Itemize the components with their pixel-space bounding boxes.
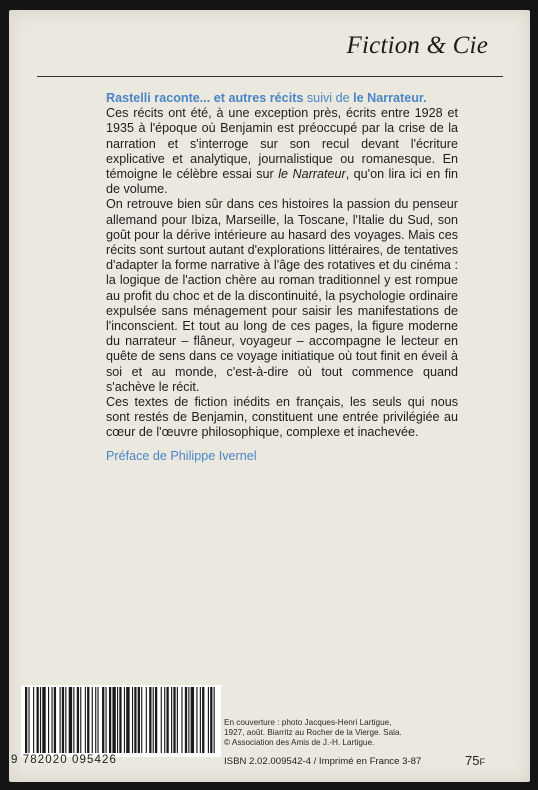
barcode-bar: [214, 687, 215, 753]
back-cover: [9, 10, 530, 782]
barcode-bar: [208, 687, 209, 753]
cover-credits: [224, 718, 474, 748]
barcode-bar: [196, 687, 197, 753]
price: [465, 753, 485, 768]
barcode-bar: [95, 687, 96, 753]
barcode-digits: 9 782020 095426: [11, 754, 118, 766]
barcode-bar: [37, 687, 39, 753]
credits-line-3: © Association des Amis de J.-H. Lartigue.: [224, 738, 375, 747]
barcode-bar: [210, 687, 212, 753]
lead-connector: suivi de: [303, 91, 354, 105]
paragraph-2: On retrouve bien sûr dans ces histoires la passion du penseur allemand pour Ibiza, Marseille, la Toscane, l'Italie du Sud, son goût pour la dérive intérieure au hasard des voyages. Mais ces récits sont surtout autant d'explorations littéraires, de tentatives d'adapter la forme narrative à l'âge des rotatives et du cinéma : la logique de l'action chère au roman traditionnel y est rompue au profit du choc et de la discontinuité, la psychologie ordinaire expulsée sans ménagement pour saisir les manifestations de l'inconscient. Et tout au long de ces pages, la figure moderne du narrateur – flâneur, voyageur – accompagne le lecteur en quête de sens dans ce voyage initiatique où tout finit en éveil à soi et au monde, c'est-à-dire où tout commence quand s'achève le récit.: [106, 197, 458, 394]
barcode-bar: [155, 687, 157, 753]
barcode-bar: [77, 687, 79, 753]
isbn-line: ISBN 2.02.009542-4 / Imprimé en France 3-87: [224, 756, 422, 767]
barcode-bar: [85, 687, 86, 753]
barcode-bar: [73, 687, 74, 753]
barcode-bar: [62, 687, 64, 753]
barcode-bar: [153, 687, 154, 753]
barcode-bar: [171, 687, 172, 753]
paragraph-1: [106, 106, 458, 197]
barcode-bar: [161, 687, 162, 753]
barcode-bar: [191, 687, 194, 753]
price-amount: 75: [465, 753, 480, 768]
credits-line-2: 1927, août. Biarritz au Rocher de la Vierge. Sala.: [224, 728, 402, 737]
lead-line: [106, 91, 458, 106]
barcode-bar: [149, 687, 151, 753]
barcode-bar: [134, 687, 136, 753]
barcode-bar: [51, 687, 52, 753]
paragraph-3: Ces textes de fiction inédits en français, les seuls qui nous sont restés de Benjamin, constituent une entrée privilégiée au cœur de l'œuvre philosophique, complexe et inachevée.: [106, 395, 458, 440]
barcode-bar: [141, 687, 142, 753]
barcode-bar: [124, 687, 125, 753]
barcode-bar: [60, 687, 61, 753]
barcode-bar: [188, 687, 189, 753]
lead-title-1: Rastelli raconte... et autres récits: [106, 91, 304, 105]
blurb: [106, 91, 458, 441]
header-rule: [37, 76, 503, 77]
barcode-bar: [181, 687, 182, 753]
barcode-bar: [132, 687, 133, 753]
preface-credit: Préface de Philippe Ivernel: [106, 449, 257, 463]
barcode: [9, 685, 224, 775]
barcode-bars: [9, 685, 224, 757]
barcode-bar: [166, 687, 168, 753]
barcode-bar: [25, 687, 27, 753]
barcode-bar: [119, 687, 121, 753]
barcode-bar: [48, 687, 49, 753]
barcode-bar: [97, 687, 98, 753]
barcode-bar: [28, 687, 29, 753]
barcode-bar: [173, 687, 175, 753]
barcode-bar: [40, 687, 41, 753]
barcode-bar: [112, 687, 115, 753]
barcode-bar: [185, 687, 187, 753]
price-unit: F: [479, 757, 485, 767]
barcode-bar: [33, 687, 34, 753]
barcode-bar: [87, 687, 89, 753]
barcode-bar: [138, 687, 140, 753]
barcode-bar: [65, 687, 66, 753]
barcode-bar: [80, 687, 81, 753]
barcode-bar: [146, 687, 147, 753]
barcode-bar: [177, 687, 178, 753]
barcode-bar: [117, 687, 118, 753]
barcode-bar: [102, 687, 104, 753]
barcode-bar: [164, 687, 165, 753]
barcode-bar: [106, 687, 107, 753]
paragraph-1-a: Ces récits ont été, à une exception près, écrits entre 1928 et 1935 à l'époque où Benjamin est préoccupé par la crise de la narration et s'interroge sur son recul devant l'écriture explicative et analytique, journalistique ou romanesque. En témoigne le célèbre essai sur: [106, 106, 458, 182]
barcode-bar: [54, 687, 56, 753]
barcode-bar: [109, 687, 111, 753]
barcode-bar: [92, 687, 93, 753]
barcode-bar: [200, 687, 201, 753]
paragraph-1-b: , qu'on lira ici en fin de volume.: [106, 167, 458, 197]
paragraph-1-italic: le Narrateur: [278, 167, 346, 182]
barcode-bar: [202, 687, 204, 753]
lead-title-2: le Narrateur.: [353, 91, 427, 105]
barcode-bar: [126, 687, 129, 753]
barcode-bar: [69, 687, 72, 753]
series-title: Fiction & Cie: [346, 32, 488, 59]
barcode-bar: [42, 687, 45, 753]
credits-line-1: En couverture : photo Jacques-Henri Lartigue,: [224, 718, 392, 727]
